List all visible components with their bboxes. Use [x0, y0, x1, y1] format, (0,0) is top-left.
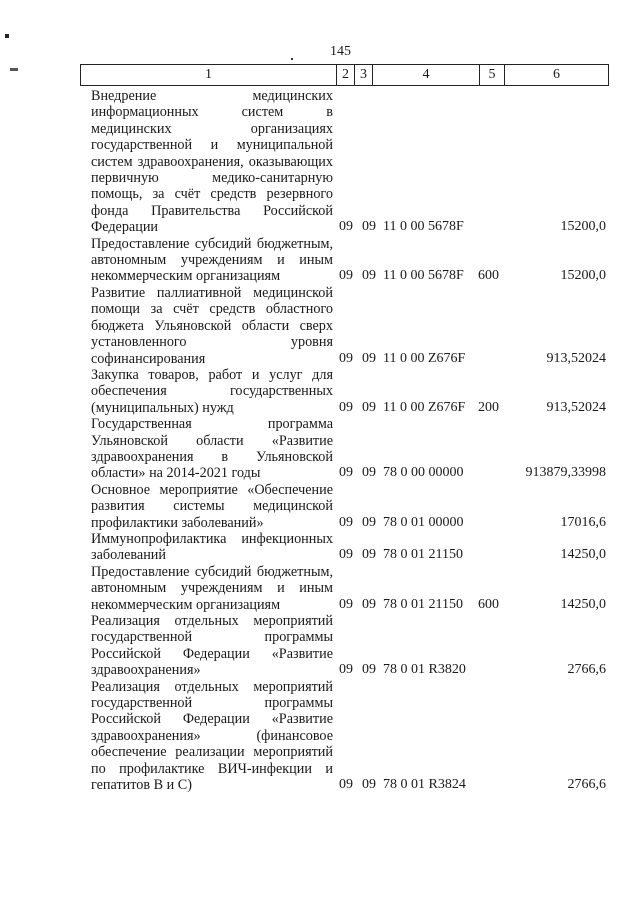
row-section: 09 — [339, 268, 353, 284]
table-body — [0, 88, 640, 793]
row-subsection: 09 — [362, 596, 376, 612]
row-section: 09 — [339, 777, 353, 793]
row-amount: 913,52024 — [546, 399, 606, 415]
row-section: 09 — [339, 596, 353, 612]
row-name: Реализация отдельных мероприятий государственной программы Российской Федерации «Развитие здравоохранения» — [91, 613, 333, 679]
scan-artifact-dot — [291, 58, 293, 60]
row-subsection: 09 — [362, 219, 376, 235]
row-name: Иммунопрофилактика инфекционных заболеваний — [91, 530, 333, 564]
row-name: Предоставление субсидий бюджетным, автономным учреждениям и иным некоммерческим организациям — [91, 563, 333, 613]
row-amount: 913,52024 — [546, 350, 606, 366]
header-col-3: 3 — [355, 65, 373, 85]
table-row — [0, 564, 640, 613]
table-header — [80, 64, 609, 86]
row-amount: 14250,0 — [560, 547, 606, 563]
table-row — [0, 285, 640, 367]
row-target: 11 0 00 5678F — [383, 268, 464, 284]
row-amount: 2766,6 — [567, 777, 606, 793]
table-row — [0, 367, 640, 416]
scan-artifact-mark — [10, 68, 18, 71]
row-target: 78 0 01 00000 — [383, 514, 464, 530]
row-name: Реализация отдельных мероприятий государственной программы Российской Федерации «Развитие здравоохранения» (финансовое обеспечение реализации мероприятий по профилактике ВИЧ-инфекции и гепатитов В и С) — [91, 678, 333, 794]
row-section: 09 — [339, 514, 353, 530]
row-name: Внедрение медицинских информационных систем в медицинских организациях государственной и муниципальной систем здравоохранения, оказывающих первичную медико-санитарную помощь, за счёт средств резервного фонда Правительства Российской Федерации — [91, 88, 333, 236]
header-col-5: 5 — [480, 65, 505, 85]
scan-artifact-mark — [5, 34, 9, 38]
row-amount: 14250,0 — [560, 596, 606, 612]
table-row — [0, 236, 640, 285]
row-name: Закупка товаров, работ и услуг для обеспечения государственных (муниципальных) нужд — [91, 366, 333, 416]
row-section: 09 — [339, 399, 353, 415]
header-col-6: 6 — [553, 67, 560, 82]
row-vr: 600 — [478, 596, 499, 612]
table-row — [0, 679, 640, 794]
row-target: 78 0 01 R3824 — [383, 777, 466, 793]
row-section: 09 — [339, 350, 353, 366]
row-target: 11 0 00 5678F — [383, 219, 464, 235]
table-row — [0, 482, 640, 531]
row-section: 09 — [339, 662, 353, 678]
row-section: 09 — [339, 547, 353, 563]
row-target: 11 0 00 Z676F — [383, 350, 466, 366]
row-subsection: 09 — [362, 662, 376, 678]
row-subsection: 09 — [362, 350, 376, 366]
row-subsection: 09 — [362, 514, 376, 530]
table-row — [0, 88, 640, 236]
table-row — [0, 416, 640, 482]
row-amount: 913879,33998 — [525, 465, 606, 481]
row-name: Развитие паллиативной медицинской помощи за счёт средств областного бюджета Ульяновской области сверх установленного уровня софинансирования — [91, 284, 333, 367]
row-target: 78 0 01 R3820 — [383, 662, 466, 678]
row-section: 09 — [339, 219, 353, 235]
row-vr: 200 — [478, 399, 499, 415]
row-target: 78 0 00 00000 — [383, 465, 464, 481]
row-section: 09 — [339, 465, 353, 481]
row-name: Государственная программа Ульяновской области «Развитие здравоохранения в Ульяновской области» на 2014-2021 годы — [91, 416, 333, 482]
row-amount: 17016,6 — [560, 514, 606, 530]
table-row — [0, 613, 640, 679]
row-name: Основное мероприятие «Обеспечение развития системы медицинской профилактики заболеваний» — [91, 481, 333, 531]
page-number: 145 — [330, 44, 351, 59]
row-subsection: 09 — [362, 465, 376, 481]
row-subsection: 09 — [362, 399, 376, 415]
header-col-4: 4 — [373, 65, 480, 85]
row-subsection: 09 — [362, 268, 376, 284]
header-col-1: 1 — [81, 65, 337, 85]
row-subsection: 09 — [362, 777, 376, 793]
row-name: Предоставление субсидий бюджетным, автономным учреждениям и иным некоммерческим организациям — [91, 235, 333, 285]
header-col-2: 2 — [337, 65, 355, 85]
row-subsection: 09 — [362, 547, 376, 563]
row-target: 11 0 00 Z676F — [383, 399, 466, 415]
row-amount: 15200,0 — [560, 219, 606, 235]
row-target: 78 0 01 21150 — [383, 596, 463, 612]
row-amount: 15200,0 — [560, 268, 606, 284]
row-target: 78 0 01 21150 — [383, 547, 463, 563]
row-amount: 2766,6 — [567, 662, 606, 678]
row-vr: 600 — [478, 268, 499, 284]
table-row — [0, 531, 640, 564]
